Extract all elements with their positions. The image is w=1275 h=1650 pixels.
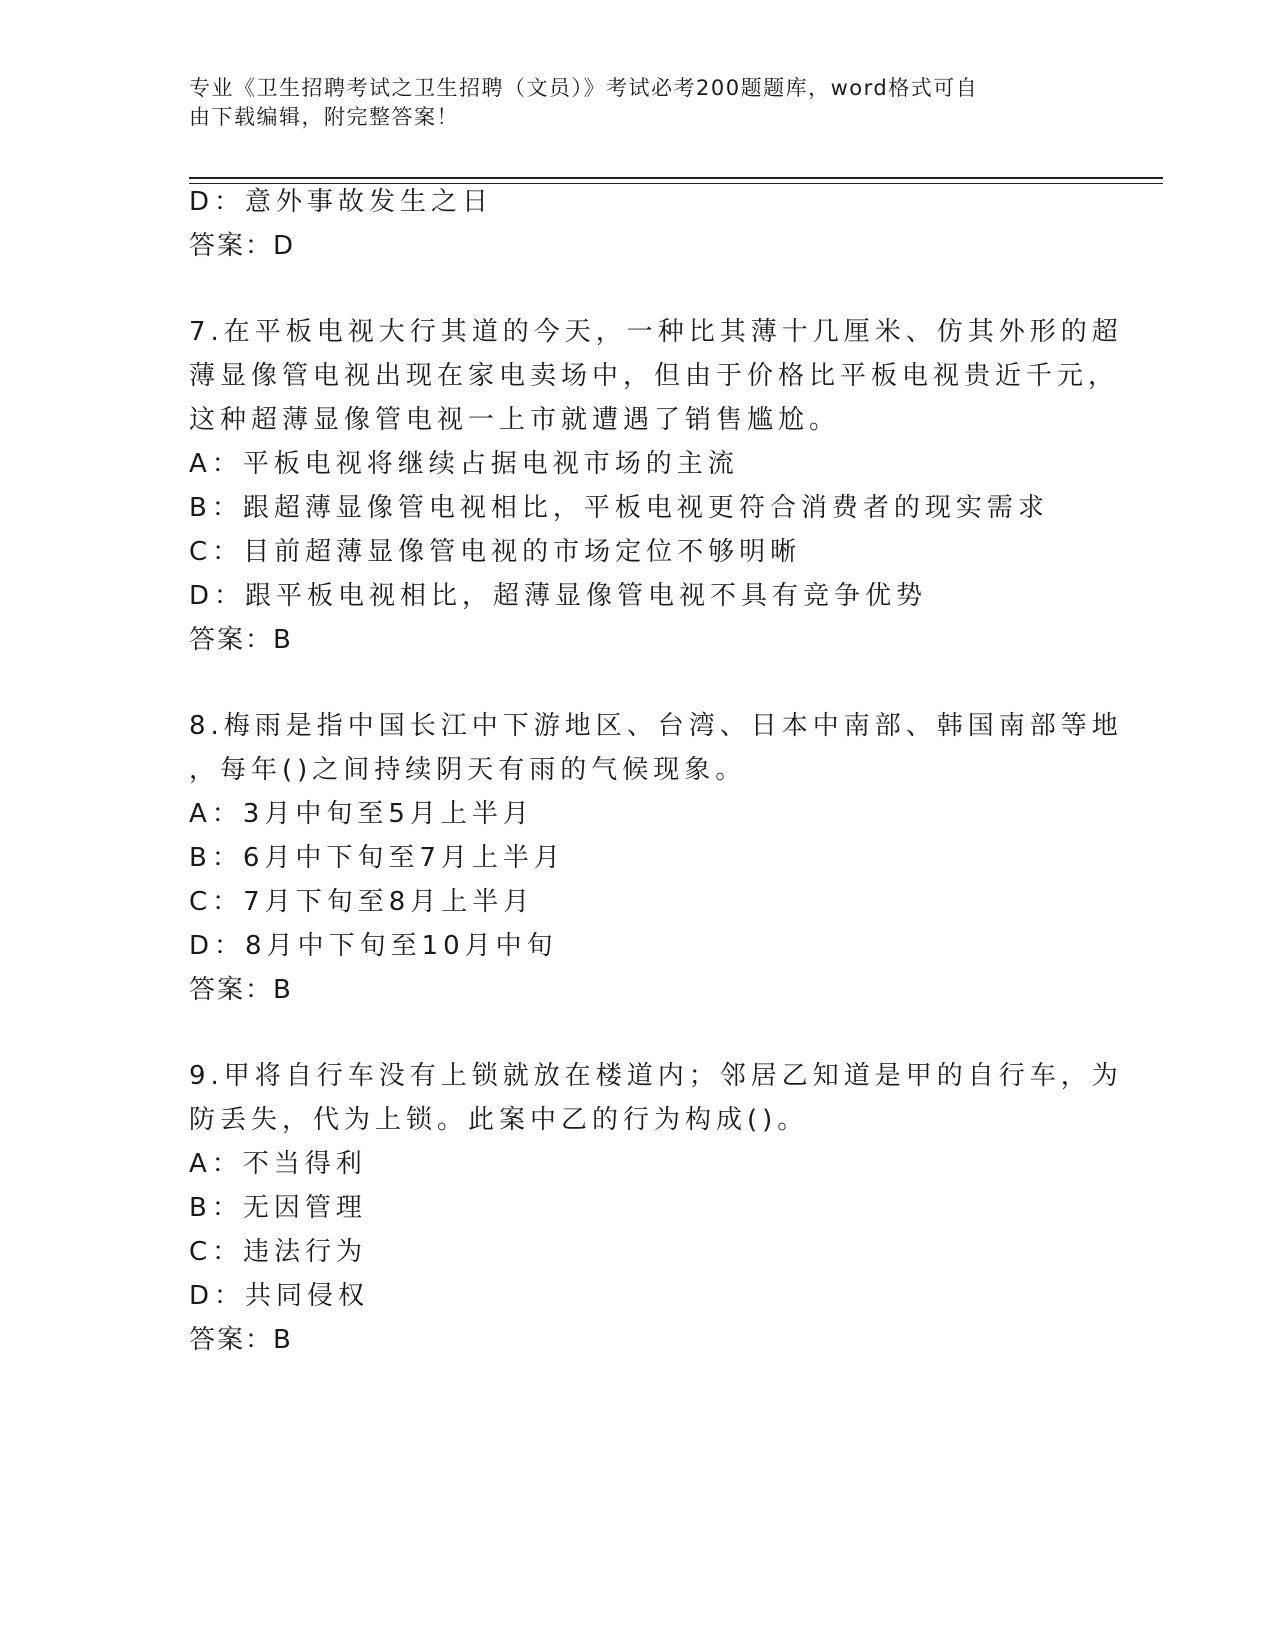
- question-8-option-d: D：8月中下旬至10月中旬: [189, 931, 558, 961]
- question-7-stem-line-1: 7.在平板电视大行其道的今天，一种比其薄十几厘米、仿其外形的超: [189, 317, 1123, 347]
- question-8-option-b: B：6月中下旬至7月上半月: [189, 843, 565, 873]
- question-9-answer: 答案：B: [189, 1325, 293, 1355]
- question-8-stem-line-2: ，每年()之间持续阴天有雨的气候现象。: [189, 755, 747, 785]
- header-line-1: 专业《卫生招聘考试之卫生招聘（文员）》考试必考200题题库，word格式可自: [189, 76, 979, 100]
- question-9-option-c: C：违法行为: [189, 1237, 368, 1267]
- prev-question-answer: 答案：D: [189, 231, 296, 261]
- header-line-2: 由下载编辑，附完整答案！: [189, 105, 459, 129]
- question-9-stem-line-2: 防丢失，代为上锁。此案中乙的行为构成()。: [189, 1105, 809, 1135]
- question-7-stem-line-2: 薄显像管电视出现在家电卖场中，但由于价格比平板电视贵近千元，: [189, 361, 1120, 391]
- question-8-option-a: A：3月中旬至5月上半月: [189, 799, 534, 829]
- question-9-option-a: A：不当得利: [189, 1149, 367, 1179]
- question-7-option-c: C：目前超薄显像管电视的市场定位不够明晰: [189, 537, 802, 567]
- question-8-option-c: C：7月下旬至8月上半月: [189, 887, 535, 917]
- question-9-stem-line-1: 9.甲将自行车没有上锁就放在楼道内；邻居乙知道是甲的自行车，为: [189, 1061, 1123, 1091]
- question-8-stem-line-1: 8.梅雨是指中国长江中下游地区、台湾、日本中南部、韩国南部等地: [189, 711, 1123, 741]
- header-divider-thin: [189, 183, 1163, 184]
- document-header: [189, 74, 1069, 132]
- question-7-answer: 答案：B: [189, 625, 293, 655]
- question-7-option-a: A：平板电视将继续占据电视市场的主流: [189, 449, 739, 479]
- prev-question-option-d: D：意外事故发生之日: [189, 187, 494, 217]
- header-divider-thick: [189, 177, 1163, 179]
- question-7-option-b: B：跟超薄显像管电视相比，平板电视更符合消费者的现实需求: [189, 493, 1049, 523]
- question-9-option-d: D：共同侵权: [189, 1281, 370, 1311]
- question-7-option-d: D：跟平板电视相比，超薄显像管电视不具有竞争优势: [189, 581, 928, 611]
- question-9-option-b: B：无因管理: [189, 1193, 367, 1223]
- question-7-stem-line-3: 这种超薄显像管电视一上市就遭遇了销售尴尬。: [189, 405, 841, 435]
- question-8-answer: 答案：B: [189, 975, 293, 1005]
